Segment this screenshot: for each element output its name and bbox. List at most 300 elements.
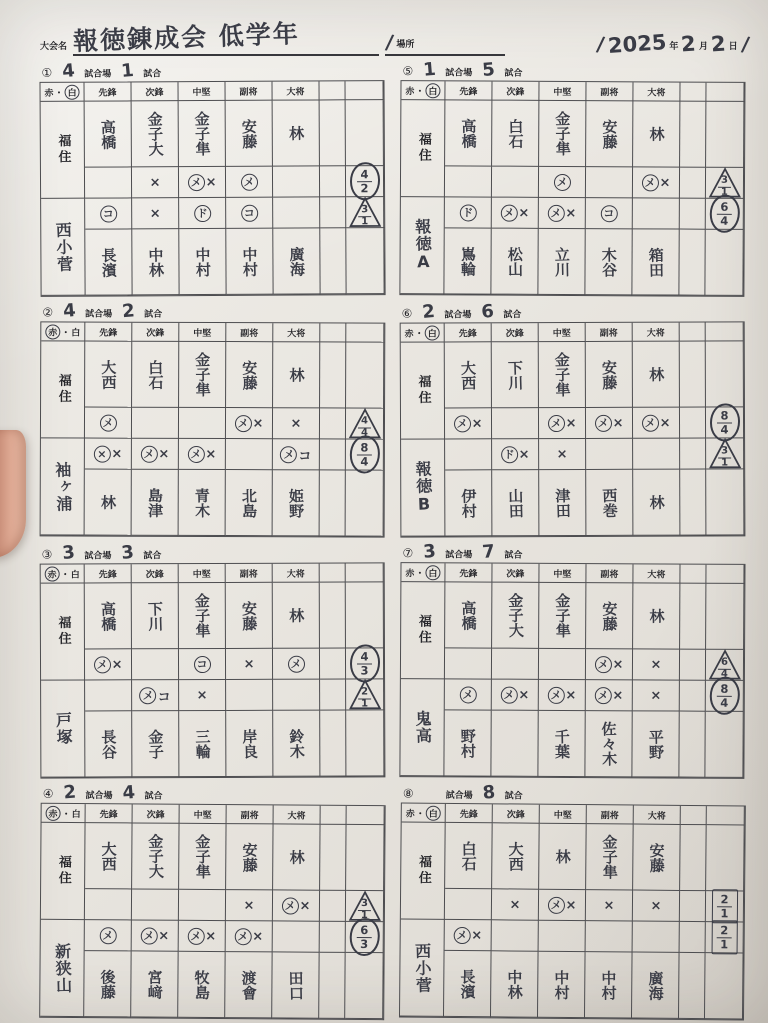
team2-score-mark-cell: メ ×: [132, 920, 179, 951]
team2-score-mark-cell: ド: [179, 198, 226, 229]
player-name: 白石: [506, 118, 526, 149]
team2-score-mark-cell: ド: [445, 197, 492, 228]
team1-score-shape: [708, 166, 740, 200]
player-name: 中村: [599, 969, 619, 1000]
team2-score-mark-cell: [586, 439, 633, 470]
team1-player-cell: [586, 824, 634, 890]
player-name: 金子大: [145, 111, 166, 157]
player-name: 千葉: [552, 728, 572, 759]
date-month-handwritten: 2: [680, 31, 697, 57]
red-white-header: [42, 804, 86, 823]
position-header-taisho: 大将: [633, 82, 680, 101]
match-label: 試合: [144, 309, 163, 320]
team1-score-mark-cell: ×: [273, 408, 320, 439]
team2-player-cell: [491, 229, 538, 295]
team2-score-mark-cell: × ×: [85, 439, 132, 470]
team1-score-mark-cell: [273, 166, 320, 197]
match-count-handwritten: 7: [481, 541, 496, 564]
team1-player-cell: [179, 342, 226, 408]
empty-cell: [680, 584, 706, 650]
position-header-jiho: 次鋒: [132, 564, 179, 583]
dot-separator: ・: [61, 327, 71, 339]
position-header-chuken: 中堅: [178, 82, 225, 101]
team2-score-mark-cell: メ ×: [586, 680, 633, 711]
date-slash-mark: /: [594, 31, 606, 57]
team1-score-mark-cell: メ ×: [586, 408, 633, 439]
team1-score-mark-cell: ×: [132, 167, 179, 198]
team1-score-badge: [706, 650, 744, 681]
team2-score-mark-cell: メ: [445, 679, 492, 710]
team1-score-mark-cell: [85, 889, 132, 920]
team2-player-cell: [632, 953, 680, 1019]
team2-player-cell: [179, 470, 226, 536]
score-fraction: $\frac{8}{4}$: [357, 442, 371, 468]
player-name: 野村: [458, 727, 478, 759]
match-title-row: [402, 300, 745, 322]
player-name: 高橋: [459, 599, 479, 631]
position-header-taisho: 大将: [273, 323, 320, 342]
team1-player-cell: [85, 101, 132, 167]
team1-name-cell: [401, 342, 445, 439]
tournament-name-underline: [73, 16, 379, 56]
extra-header-cell: [707, 806, 745, 825]
team1-player-cell: [633, 825, 681, 891]
score-fraction: $\frac{8}{4}$: [717, 683, 731, 709]
team1-score-mark-cell: コ: [179, 649, 226, 680]
white-label: 白: [425, 325, 440, 340]
match-title-row: [403, 59, 746, 82]
match-title-row: [403, 782, 746, 806]
team2-score-mark-cell: [586, 921, 633, 952]
position-header-senpo: 先鋒: [445, 563, 492, 582]
team2-score-mark-cell: [273, 921, 320, 952]
player-name: 津田: [553, 487, 573, 518]
team2-score-badge: [346, 439, 384, 470]
empty-cell: [680, 825, 707, 891]
team2-score-shape: [709, 195, 739, 233]
team1-player-cell: [85, 342, 132, 408]
team2-name-cell: [400, 197, 445, 294]
empty-cell: [680, 199, 706, 230]
team2-score-shape: [349, 435, 379, 473]
white-label: 白: [425, 83, 440, 98]
position-header-taisho: 大将: [272, 81, 319, 100]
team1-score-mark-cell: ×: [633, 649, 680, 680]
team2-score-mark-cell: [492, 920, 539, 951]
position-header-taisho: 大将: [633, 564, 680, 583]
player-name: 安藤: [600, 118, 620, 149]
team2-name: 西小菅: [412, 941, 433, 994]
player-name: 伊村: [459, 487, 479, 519]
team1-name-cell: [41, 102, 86, 199]
court-label: 試合場: [445, 550, 473, 561]
extra-header-cell: [706, 83, 744, 102]
team2-score-mark-cell: コ: [226, 198, 273, 229]
red-label: 赤: [44, 88, 54, 99]
player-name: 平野: [646, 728, 666, 760]
team2-name-cell: [41, 199, 86, 296]
player-name: 青木: [193, 487, 212, 518]
red-label: 赤: [405, 86, 415, 97]
position-header-jiho: 次鋒: [493, 804, 540, 823]
extra-header-cell: [346, 563, 384, 582]
team2-score-mark-cell: [633, 439, 680, 470]
team1-score-mark-cell: ×: [226, 890, 273, 921]
team1-player-cell: [179, 824, 226, 890]
team1-name: 福住: [55, 854, 71, 888]
team2-score-shape: [349, 677, 381, 711]
score-fraction: $\frac{6}{4}$: [718, 658, 731, 681]
player-name: 後藤: [98, 968, 118, 999]
position-header-senpo: 先鋒: [86, 804, 133, 823]
team1-score-shape: [708, 648, 740, 682]
team2-name-cell: [41, 680, 85, 777]
team1-name-cell: [401, 582, 446, 679]
team1-score-badge: [346, 648, 384, 679]
team2-player-cell: [226, 229, 273, 295]
empty-cell: [346, 342, 384, 408]
player-name: 中村: [552, 969, 572, 1000]
court-number-handwritten: 4: [60, 60, 76, 83]
court-label: 試合場: [85, 791, 113, 802]
team2-score-badge: [706, 199, 744, 230]
score-fraction: $\frac{4}{4}$: [358, 417, 371, 440]
date-end-slash-mark: /: [740, 31, 751, 57]
player-name: 金子隼: [552, 351, 573, 398]
extra-header-cell: [680, 565, 706, 584]
team1-score-mark-cell: メ ×: [226, 408, 273, 439]
score-fraction: $\frac{2}{1}$: [358, 688, 371, 711]
position-header-jiho: 次鋒: [132, 323, 179, 342]
court-number-handwritten: 3: [422, 540, 437, 563]
red-label: 赤: [404, 329, 414, 340]
team2-score-mark-cell: メ: [85, 920, 132, 951]
player-name: 白石: [459, 840, 479, 871]
player-name: 安藤: [240, 841, 260, 872]
empty-cell: [679, 953, 706, 1019]
empty-cell: [680, 470, 706, 536]
team2-score-badge: [706, 438, 744, 469]
empty-cell: [346, 710, 384, 776]
team2-player-cell: [85, 229, 132, 295]
score-grid: [399, 80, 745, 297]
team1-score-mark-cell: メ: [85, 408, 132, 439]
player-name: 岸良: [240, 728, 260, 759]
team2-score-mark-cell: メ ×: [226, 921, 273, 952]
team1-player-cell: [492, 583, 539, 649]
player-name: 安藤: [240, 359, 260, 390]
position-header-jiho: 次鋒: [133, 804, 180, 823]
empty-cell: [680, 650, 706, 681]
extra-header-cell: [706, 565, 744, 584]
team1-player-cell: [273, 583, 320, 649]
empty-cell: [680, 342, 706, 408]
team1-score-badge: [706, 891, 744, 922]
court-number-handwritten: [423, 797, 437, 798]
score-grid: [399, 562, 745, 779]
player-name: 長濱: [458, 968, 478, 999]
position-header-fukusho: 副将: [587, 805, 634, 824]
team1-name: 福住: [55, 373, 71, 406]
team1-player-cell: [492, 342, 539, 408]
red-label: 赤: [45, 566, 60, 581]
empty-cell: [320, 470, 346, 536]
position-header-chuken: 中堅: [179, 564, 226, 583]
dot-separator: ・: [54, 88, 64, 99]
match-label: 試合: [143, 551, 162, 562]
white-label: 白: [425, 565, 440, 580]
empty-cell: [320, 711, 346, 777]
position-header-fukusho: 副将: [226, 323, 273, 342]
team1-player-cell: [539, 824, 587, 890]
team1-score-mark-cell: メ ×: [85, 649, 132, 680]
empty-cell: [320, 197, 346, 228]
dot-separator: ・: [415, 809, 425, 820]
extra-header-cell: [680, 83, 706, 102]
player-name: 金子大: [146, 833, 166, 879]
team2-player-cell: [538, 952, 586, 1018]
player-name: 金子: [146, 728, 166, 759]
team2-score-mark-cell: [226, 439, 273, 470]
score-fraction: $\frac{3}{1}$: [358, 205, 371, 228]
team2-player-cell: [491, 711, 538, 777]
team2-name: 戸塚: [52, 711, 74, 746]
empty-cell: [346, 825, 384, 891]
extra-header-cell: [706, 322, 744, 341]
team1-score-mark-cell: [179, 890, 226, 921]
team2-name: 新狭山: [52, 942, 73, 994]
team2-score-mark-cell: [85, 680, 132, 711]
red-white-header: [401, 81, 445, 100]
team2-player-cell: [132, 470, 179, 536]
team2-player-cell: [132, 229, 179, 295]
match-count-handwritten: 6: [480, 300, 495, 323]
court-label: 試合場: [445, 790, 473, 802]
player-name: 渡會: [239, 969, 259, 1000]
empty-cell: [705, 712, 743, 778]
player-name: 大西: [99, 358, 119, 390]
team2-score-badge: [346, 197, 384, 228]
empty-cell: [679, 230, 705, 296]
team2-player-cell: [585, 229, 632, 295]
team2-player-cell: [273, 228, 320, 294]
team1-player-cell: [633, 342, 680, 408]
player-name: 大西: [459, 359, 478, 391]
score-fraction: $\frac{8}{4}$: [717, 410, 731, 436]
team1-player-cell: [85, 823, 132, 889]
position-header-chuken: 中堅: [539, 564, 586, 583]
match-table: [400, 300, 746, 537]
team2-player-cell: [132, 711, 179, 777]
match-number-label: ⑤: [402, 64, 414, 79]
team1-score-mark-cell: メ: [539, 167, 586, 198]
empty-cell: [320, 680, 346, 711]
match-count-handwritten: 2: [121, 300, 136, 323]
team1-score-mark-cell: [132, 889, 179, 920]
player-name: 金子隼: [193, 833, 213, 880]
team1-name: 福住: [55, 133, 71, 166]
team1-score-mark-cell: メ ×: [633, 408, 680, 439]
player-name: 林: [287, 607, 306, 623]
score-fraction: $\frac{6}{3}$: [357, 924, 371, 950]
empty-cell: [320, 891, 346, 922]
team2-score-badge: [706, 922, 744, 953]
extra-header-cell: [320, 564, 346, 583]
place-field: [385, 16, 505, 56]
team1-score-mark-cell: メ ×: [539, 408, 586, 439]
team2-score-mark-cell: [445, 439, 492, 470]
team1-name-cell: [401, 823, 446, 920]
team2-score-mark-cell: コ: [85, 198, 132, 229]
match-number-label: ①: [41, 65, 53, 80]
team1-player-cell: [226, 583, 273, 649]
team2-player-cell: [85, 711, 132, 777]
empty-cell: [680, 922, 706, 953]
sheet-header: [0, 0, 768, 59]
team1-player-cell: [539, 342, 586, 408]
score-grid: [39, 803, 385, 1020]
team2-player-cell: [492, 470, 539, 536]
team1-player-cell: [226, 342, 273, 408]
team2-score-badge: [346, 679, 384, 710]
score-fraction: $\frac{2}{1}$: [717, 893, 731, 919]
team1-player-cell: [586, 342, 633, 408]
match-number-label: ③: [41, 547, 53, 562]
player-name: 山田: [506, 487, 526, 518]
empty-cell: [706, 825, 745, 891]
player-name: 金子隼: [192, 110, 213, 157]
team2-score-mark-cell: メ コ: [273, 439, 320, 470]
team1-score-shape: [711, 889, 737, 923]
team2-player-cell: [444, 228, 491, 294]
team2-player-cell: [178, 952, 225, 1018]
team2-score-mark-cell: [539, 921, 586, 952]
match-label: 試合: [144, 791, 163, 802]
position-header-fukusho: 副将: [586, 323, 633, 342]
position-header-chuken: 中堅: [179, 323, 226, 342]
team1-score-mark-cell: メ ×: [586, 649, 633, 680]
player-name: 林: [647, 494, 667, 510]
team1-score-badge: [346, 166, 384, 197]
match-tables-grid: [0, 56, 768, 1019]
team2-score-mark-cell: [273, 680, 320, 711]
team2-player-cell: [225, 952, 272, 1018]
team1-player-cell: [132, 101, 179, 167]
team2-name: 袖ヶ浦: [52, 460, 73, 513]
empty-cell: [346, 582, 384, 648]
team1-score-mark-cell: メ: [273, 649, 320, 680]
team1-name: 福住: [55, 615, 71, 648]
player-name: 高橋: [99, 600, 118, 632]
position-header-senpo: 先鋒: [445, 323, 492, 342]
team1-score-badge: [706, 407, 744, 438]
team1-score-mark-cell: メ ×: [179, 167, 226, 198]
match-count-handwritten: 4: [121, 781, 136, 804]
team2-name: 鬼高: [412, 709, 433, 745]
empty-cell: [345, 953, 383, 1019]
player-name: 牧島: [192, 969, 212, 1000]
extra-header-cell: [345, 81, 383, 100]
team2-name-cell: [400, 920, 445, 1017]
position-header-chuken: 中堅: [540, 805, 587, 824]
team2-score-mark-cell: [633, 922, 680, 953]
white-label: 白: [65, 84, 80, 99]
dot-separator: ・: [415, 568, 425, 579]
date-field: [594, 29, 754, 59]
team2-player-cell: [586, 470, 633, 536]
team2-name-cell: [41, 438, 85, 535]
white-label: 白: [71, 809, 81, 820]
empty-cell: [680, 168, 706, 199]
match-label: 試合: [503, 310, 522, 321]
player-name: 金子大: [506, 592, 526, 638]
empty-cell: [705, 230, 743, 296]
team1-score-badge: [346, 891, 384, 922]
team1-score-mark-cell: [445, 648, 492, 679]
match-label: 試合: [504, 791, 523, 802]
score-fraction: $\frac{4}{2}$: [357, 168, 371, 194]
team2-score-mark-cell: メ ×: [132, 439, 179, 470]
player-name: 白石: [146, 359, 166, 390]
empty-cell: [706, 341, 744, 407]
team2-player-cell: [633, 470, 680, 536]
team1-player-cell: [273, 824, 320, 890]
team2-player-cell: [632, 229, 679, 295]
team1-name-cell: [41, 583, 85, 680]
team1-score-mark-cell: [492, 408, 539, 439]
position-header-fukusho: 副将: [586, 564, 633, 583]
score-fraction: $\frac{6}{4}$: [717, 201, 731, 227]
team1-score-mark-cell: メ ×: [539, 890, 586, 921]
match-table: [399, 541, 745, 779]
team2-score-mark-cell: メ コ: [132, 680, 179, 711]
team2-player-cell: [272, 952, 319, 1018]
team2-player-cell: [226, 711, 273, 777]
team1-player-cell: [445, 100, 492, 166]
position-header-senpo: 先鋒: [85, 564, 132, 583]
team1-score-mark-cell: [179, 408, 226, 439]
team2-player-cell: [585, 952, 633, 1018]
player-name: 廣海: [287, 245, 307, 277]
team2-score-mark-cell: [633, 198, 680, 229]
date-day-handwritten: 2: [710, 31, 727, 57]
score-fraction: $\frac{2}{1}$: [717, 924, 731, 950]
team2-name-cell: [40, 920, 85, 1017]
player-name: 中林: [146, 246, 166, 278]
position-header-senpo: 先鋒: [445, 81, 492, 100]
player-name: 中林: [505, 968, 525, 1000]
team2-score-mark-cell: メ ×: [179, 921, 226, 952]
position-header-taisho: 大将: [633, 323, 680, 342]
dot-separator: ・: [60, 569, 70, 581]
match-count-handwritten: 8: [481, 781, 496, 804]
position-header-jiho: 次鋒: [492, 323, 539, 342]
court-label: 試合場: [445, 68, 473, 79]
player-name: 北島: [240, 487, 259, 518]
team2-name: 報徳A: [412, 217, 433, 273]
empty-cell: [320, 583, 346, 649]
player-name: 金子隼: [193, 351, 213, 398]
court-label: 試合場: [444, 310, 472, 321]
team1-score-mark-cell: [445, 889, 492, 920]
court-label: 試合場: [84, 69, 112, 80]
team2-score-badge: [346, 922, 384, 953]
team2-player-cell: [445, 470, 492, 536]
team1-player-cell: [179, 101, 226, 167]
court-label: 試合場: [84, 551, 112, 562]
extra-header-cell: [680, 323, 706, 342]
player-name: 金子隼: [192, 592, 213, 639]
